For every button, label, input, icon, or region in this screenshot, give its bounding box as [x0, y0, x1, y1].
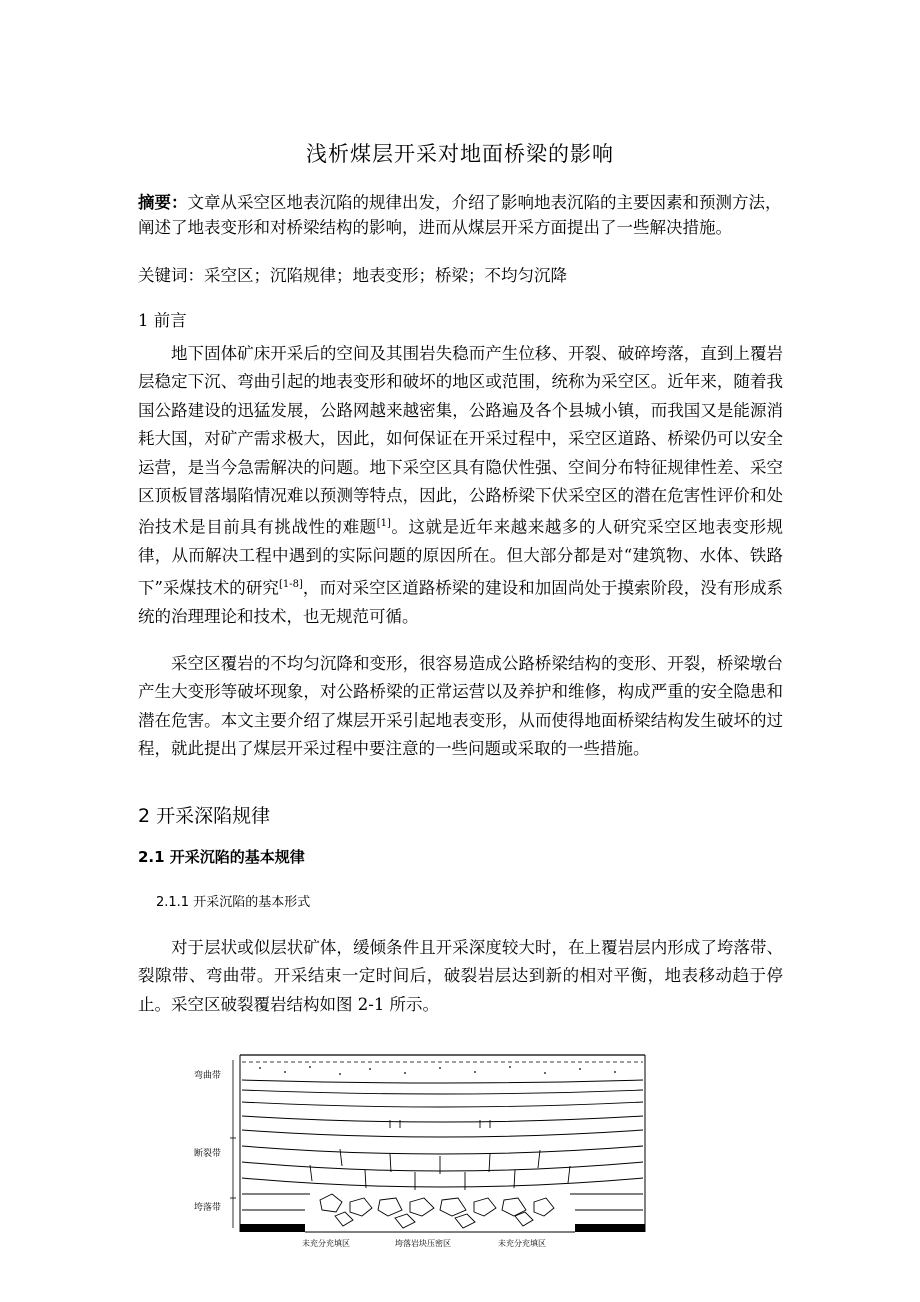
paper-title: 浅析煤层开采对地面桥梁的影响 [306, 142, 614, 166]
section-2-1-heading: 2.1 开采沉陷的基本规律 [138, 848, 305, 866]
section-2-heading: 2 开采深陷规律 [138, 805, 271, 827]
citation: [1] [376, 518, 391, 530]
zone-label-fracture: 断裂带 [194, 1149, 222, 1159]
bottom-label-mid: 垮落岩块压密区 [395, 1239, 451, 1248]
abstract-label: 摘要 [138, 193, 171, 212]
zone-label-caving: 垮落带 [194, 1203, 222, 1213]
overburden-structure-figure [190, 1050, 660, 1250]
abstract: 摘要：文章从采空区地表沉陷的规律出发，介绍了影响地表沉陷的主要因素和预测方法，阐述了地表变形和对桥梁结构的影响，进而从煤层开采方面提出了一些解决措施。 [138, 193, 782, 237]
keywords-text: 采空区；沉陷规律；地表变形；桥梁；不均匀沉降 [204, 266, 567, 285]
keywords: 关键词：采空区；沉陷规律；地表变形；桥梁；不均匀沉降 [138, 266, 567, 285]
keywords-label: 关键词 [138, 266, 188, 285]
paragraph-3: 对于层状或似层状矿体，缓倾条件且开采深度较大时，在上覆岩层内形成了垮落带、裂隙带、弯曲带。开采结束一定时间后，破裂岩层达到新的相对平衡，地表移动趋于停止。采空区破裂覆岩结构如图 2-1 所示。 [138, 938, 783, 1014]
zone-label-bend: 弯曲带 [194, 1071, 222, 1081]
bottom-label-right: 未充分充填区 [498, 1239, 546, 1248]
bottom-label-left: 未充分充填区 [302, 1239, 350, 1248]
paragraph-2: 采空区覆岩的不均匀沉降和变形，很容易造成公路桥梁结构的变形、开裂，桥梁墩台产生大变形等破坏现象，对公路桥梁的正常运营以及养护和维修，构成严重的安全隐患和潜在危害。本文主要介绍了煤层开采引起地表变形，从而使得地面桥梁结构发生破坏的过程，就此提出了煤层开采过程中要注意的一些问题或采取的一些措施。 [138, 654, 783, 759]
citation: [1-8] [278, 578, 303, 590]
section-2-1-1-heading: 2.1.1 开采沉陷的基本形式 [156, 895, 311, 910]
paragraph-1: 地下固体矿床开采后的空间及其围岩失稳而产生位移、开裂、破碎垮落，直到上覆岩层稳定下沉、弯曲引起的地表变形和破坏的地区或范围，统称为采空区。近年来，随着我国公路建设的迅猛发展，公路网越来越密集，公路遍及各个县城小镇，而我国又是能源消耗大国，对矿产需求极大，因此，如何保证在开采过程中，采空区道路、桥梁仍可以安全运营，是当今急需解决的问题。地下采空区具有隐伏性强、空间分布特征规律性差、采空区顶板冒落塌陷情况难以预测等特点，因此，公路桥梁下伏采空区的潜在危害性评价和处治技术是目前具有挑战性的难题[1]。这就是近年来越来越多的人研究采空区地表变形规律，从而解决工程中遇到的实际问题的原因所在。但大部分都是对“建筑物、水体、铁路下”采煤技术的研究[1-8]，而对采空区道路桥梁的建设和加固尚处于摸索阶段，没有形成系统的治理理论和技术，也无规范可循。 [138, 344, 784, 626]
abstract-text: 文章从采空区地表沉陷的规律出发，介绍了影响地表沉陷的主要因素和预测方法，阐述了地表变形和对桥梁结构的影响，进而从煤层开采方面提出了一些解决措施。 [138, 193, 782, 237]
section-1-heading: 1 前言 [138, 311, 187, 330]
